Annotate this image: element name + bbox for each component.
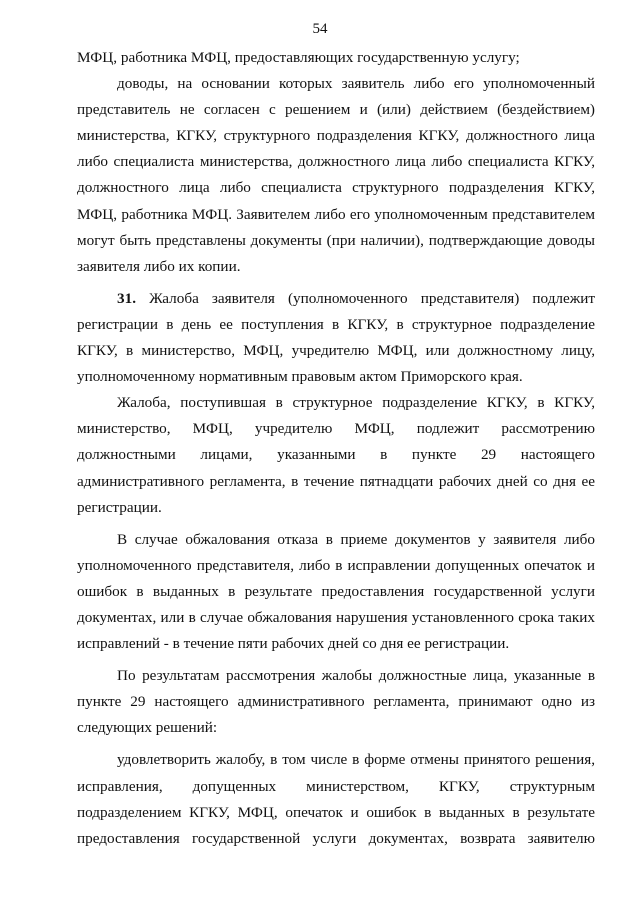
paragraph-2: доводы, на основании которых заявитель либо его уполномоченный представитель не согласен с решением и (или) действием (бездействием) министерства, КГКУ, структурного подразделения КГКУ, должностного лица либо специалиста министерства, должностного лица либо специалиста КГКУ, должностного лица либо специалиста структурного подразделения КГКУ, МФЦ, работника МФЦ. Заявителем либо его уполномоченным представителем могут быть представлены документы (при наличии), подтверждающие доводы заявителя либо их копии. [77, 75, 595, 275]
clause-number: 31. [117, 289, 136, 307]
paragraph-4: Жалоба, поступившая в структурное подразделение КГКУ, в КГКУ, министерство, МФЦ, учредителю МФЦ, подлежит рассмотрению должностными лицами, указанными в пункте 29 настоящего административного регламента, в течение пятнадцати рабочих дней со дня ее регистрации. [77, 394, 595, 516]
paragraph-3-text: Жалоба заявителя (уполномоченного представителя) подлежит регистрации в день ее поступления в КГКУ, в структурное подразделение КГКУ, в министерство, МФЦ, учредителю МФЦ, или должностному лицу, уполномоченному нормативным правовым актом Приморского края. [77, 289, 595, 386]
paragraph-1: МФЦ, работника МФЦ, предоставляющих государственную услугу; [77, 49, 520, 66]
paragraph-5: В случае обжалования отказа в приеме документов у заявителя либо уполномоченного представителя, либо в исправлении допущенных опечаток и ошибок в выданных в результате предоставления государственной услуги документах, или в случае обжалования нарушения установленного срока таких исправлений - в течение пяти рабочих дней со дня ее регистрации. [77, 530, 595, 653]
document-body [77, 45, 595, 852]
paragraph-3 [77, 286, 595, 390]
page-number: 54 [312, 21, 328, 37]
paragraph-6: По результатам рассмотрения жалобы должностные лица, указанные в пункте 29 настоящего административного регламента, принимают одно из следующих решений: [77, 667, 595, 737]
paragraph-7: удовлетворить жалобу, в том числе в форме отмены принятого решения, исправления, допущенных министерством, КГКУ, структурным подразделением КГКУ, МФЦ, опечаток и ошибок в выданных в результате предоставления государственной услуги документах, возврата заявителю [77, 751, 595, 847]
